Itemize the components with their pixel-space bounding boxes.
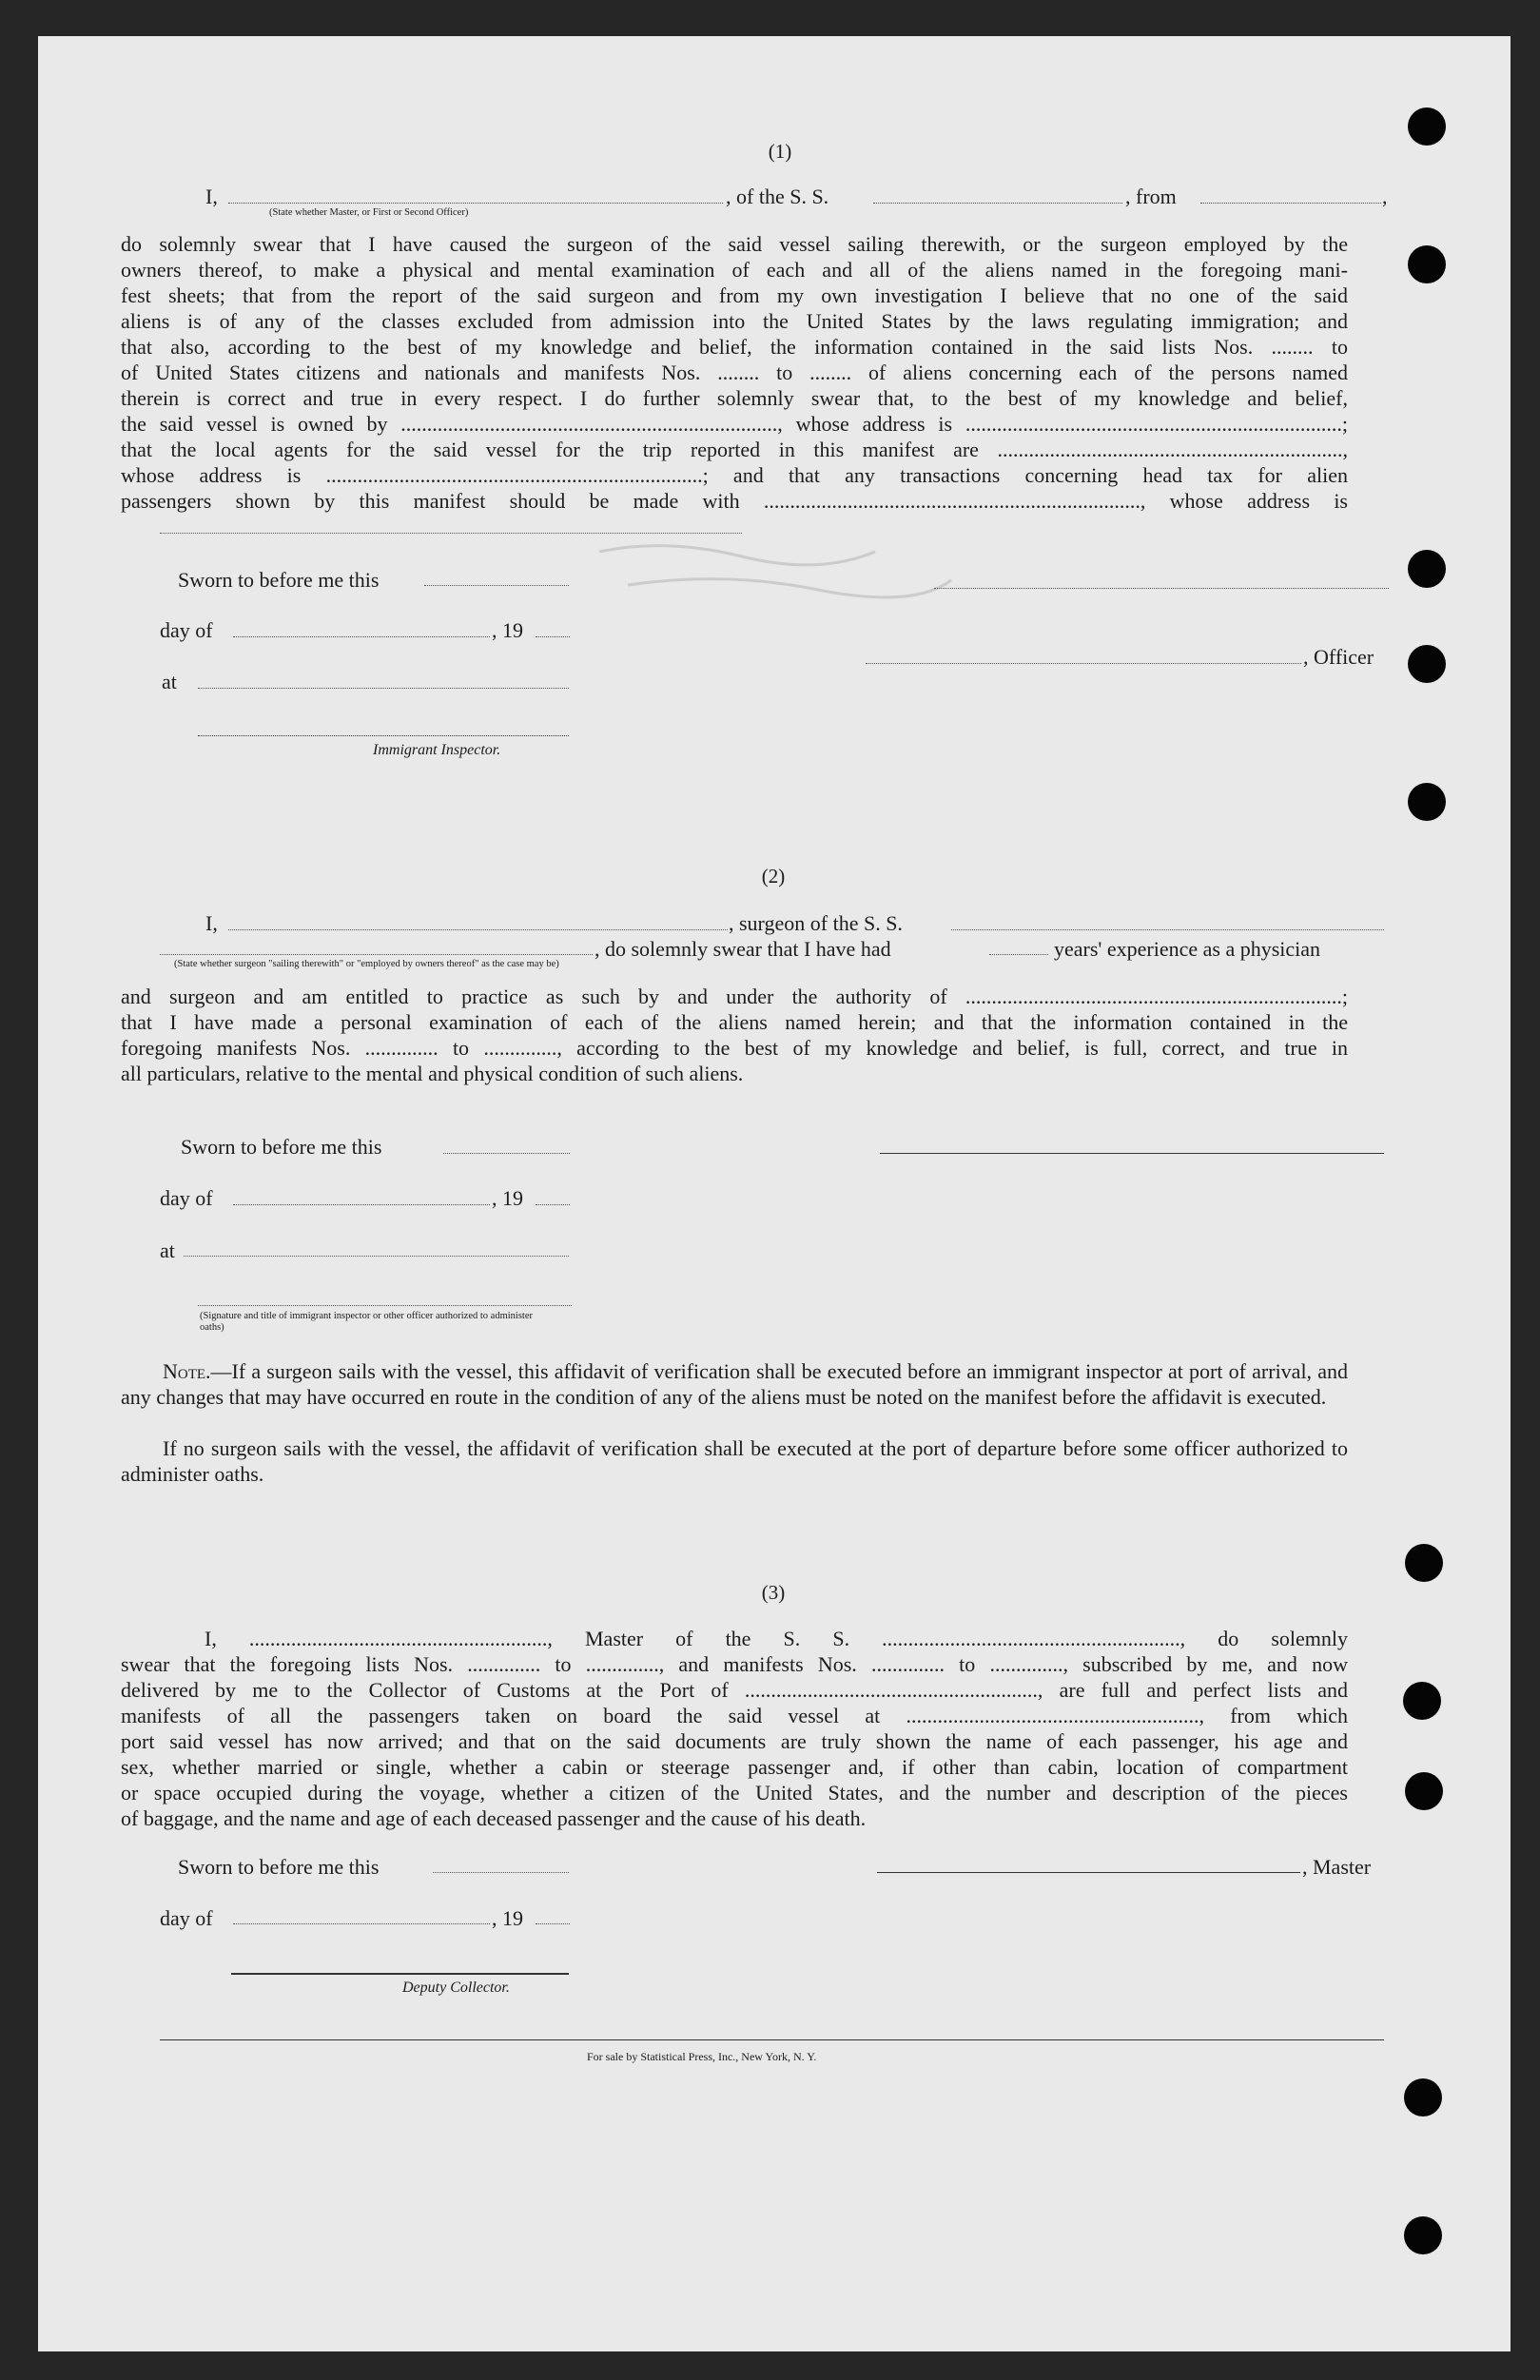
s1-officer-blank[interactable] bbox=[228, 203, 723, 204]
s1-body-line-6: of United States citizens and nationals and manifests Nos. ........ to ........ of aliens concerning each of the persons named bbox=[121, 361, 1348, 384]
s1-body-line-9: that the local agents for the said vessel for the trip reported in this manifest are .................................................................., bbox=[121, 438, 1348, 461]
s1-body-line-4: aliens is of any of the classes excluded from admission into the United States by the laws regulating immigration; and bbox=[121, 309, 1348, 333]
s1-inspector-sig-line[interactable] bbox=[198, 735, 569, 736]
punch-hole-1 bbox=[1408, 107, 1446, 146]
note-text-1: —If a surgeon sails with the vessel, this affidavit of verification shall be executed before an immigrant inspector at port of arrival, and any changes that may have occurred en route in the condition of any of the aliens must be noted on the manifest before the affidavit is executed. bbox=[121, 1359, 1348, 1409]
section-1-heading: (1) bbox=[768, 140, 792, 163]
s3-body-line-2: swear that the foregoing lists Nos. .............. to .............., and manifests Nos. .............. to .............., subscribed by me, and now bbox=[121, 1652, 1348, 1676]
s3-body-line-3: delivered by me to the Collector of Customs at the Port of ........................................................, are full and perfect lists and bbox=[121, 1678, 1348, 1702]
s2-surgeon-blank[interactable] bbox=[228, 929, 728, 930]
punch-hole-7 bbox=[1403, 1682, 1441, 1720]
s3-body-line-7: or space occupied during the voyage, whether a citizen of the United States, and the number and description of the pieces bbox=[121, 1781, 1348, 1805]
s3-sworn-label: Sworn to before me this bbox=[178, 1855, 380, 1879]
s1-day-blank[interactable] bbox=[233, 636, 490, 637]
s2-surgeon-sig-line[interactable] bbox=[880, 1153, 1384, 1154]
s1-body-line-1: do solemnly swear that I have caused the surgeon of the said vessel sailing therewith, or the surgeon employed by the bbox=[121, 232, 1348, 256]
s2-years-blank[interactable] bbox=[989, 954, 1048, 955]
s2-line1-mid: , surgeon of the S. S. bbox=[729, 911, 903, 935]
s1-body-line-11: passengers shown by this manifest should be made with ........................................................................, whose address is bbox=[121, 489, 1348, 513]
punch-hole-9 bbox=[1404, 2078, 1442, 2117]
s1-body-line-7: therein is correct and true in every respect. I do further solemnly swear that, to the best of my knowledge and belief, bbox=[121, 386, 1348, 410]
s3-master-label: , Master bbox=[1302, 1855, 1372, 1879]
s3-year-label: , 19 bbox=[492, 1906, 523, 1930]
s3-master-sig-line[interactable] bbox=[877, 1872, 1300, 1873]
s3-collector-sig-line[interactable] bbox=[231, 1973, 569, 1975]
s3-day-blank[interactable] bbox=[233, 1923, 490, 1924]
s1-from-blank[interactable] bbox=[1200, 203, 1381, 204]
s2-body-line-3: foregoing manifests Nos. .............. to .............., according to the best of my knowledge and belief, is full, correct, and true in bbox=[121, 1036, 1348, 1060]
s2-line2-a: , do solemnly swear that I have had bbox=[595, 937, 891, 961]
s2-line2-b: years' experience as a physician bbox=[1054, 937, 1321, 961]
note-paragraph-1 bbox=[121, 1358, 1348, 1410]
punch-hole-8 bbox=[1405, 1772, 1443, 1810]
s1-officer-sig-top[interactable] bbox=[934, 588, 1389, 589]
s2-officer-caption: (Signature and title of immigrant inspector or other officer authorized to administer oaths) bbox=[200, 1311, 533, 1333]
s2-sailing-caption: (State whether surgeon "sailing therewith" or "employed by owners thereof" as the case may be) bbox=[174, 959, 559, 969]
s1-officer-sig-blank[interactable] bbox=[866, 663, 1301, 664]
s1-body-line-3: fest sheets; that from the report of the said surgeon and from my own investigation I believe that no one of the said bbox=[121, 283, 1348, 307]
s1-line1-from: , from bbox=[1125, 185, 1177, 208]
s2-vessel-blank[interactable] bbox=[951, 929, 1384, 930]
s2-body-line-1: and surgeon and am entitled to practice as such by and under the authority of ........................................................................; bbox=[121, 985, 1348, 1008]
s3-body-line-5: port said vessel has now arrived; and that on the said documents are truly shown the name of each passenger, his age and bbox=[121, 1729, 1348, 1753]
s3-body-line-4: manifests of all the passengers taken on board the said vessel at ........................................................, from which bbox=[121, 1704, 1348, 1727]
s2-sworn-blank[interactable] bbox=[443, 1153, 570, 1154]
s1-address-blank[interactable] bbox=[160, 533, 742, 534]
stamp-showthrough bbox=[590, 533, 970, 609]
footer-imprint: For sale by Statistical Press, Inc., New York, N. Y. bbox=[587, 2050, 817, 2063]
s2-sailing-blank[interactable] bbox=[160, 954, 593, 955]
s1-body-line-10: whose address is ........................................................................; and that any transactions concerning head tax for alien bbox=[121, 463, 1348, 487]
s3-collector-title: Deputy Collector. bbox=[402, 1980, 510, 1996]
s2-sworn-label: Sworn to before me this bbox=[181, 1135, 382, 1159]
s1-inspector-title: Immigrant Inspector. bbox=[373, 742, 501, 758]
punch-hole-6 bbox=[1405, 1544, 1443, 1582]
s1-officer-caption: (State whether Master, or First or Second Officer) bbox=[269, 207, 469, 218]
s3-body-line-1: I, ........................................................., Master of the S. S. ........................................................., do solemnly bbox=[205, 1627, 1348, 1650]
s1-at-blank[interactable] bbox=[198, 688, 569, 689]
s3-sworn-blank[interactable] bbox=[433, 1872, 569, 1873]
s1-officer-label: , Officer bbox=[1303, 645, 1374, 669]
punch-hole-4 bbox=[1408, 645, 1446, 683]
s1-body-line-5: that also, according to the best of my knowledge and belief, the information contained in the said lists Nos. ........ to bbox=[121, 335, 1348, 359]
footer-rule bbox=[160, 2039, 1384, 2040]
s1-line1-mid: , of the S. S. bbox=[726, 185, 829, 208]
s1-body-line-8: the said vessel is owned by ........................................................................, whose address is ........................................................................; bbox=[121, 412, 1348, 436]
note-label: Note. bbox=[163, 1359, 211, 1383]
s1-at-label: at bbox=[162, 670, 177, 693]
s2-day-label: day of bbox=[160, 1186, 213, 1210]
s3-body-line-6: sex, whether married or single, whether a cabin or steerage passenger and, if other than cabin, location of compartment bbox=[121, 1755, 1348, 1779]
s2-body-line-4: all particulars, relative to the mental and physical condition of such aliens. bbox=[121, 1062, 744, 1085]
s2-day-blank[interactable] bbox=[233, 1204, 490, 1205]
note-paragraph-2: If no surgeon sails with the vessel, the affidavit of verification shall be executed at the port of departure before some officer authorized to administer oaths. bbox=[121, 1436, 1348, 1486]
s3-body-line-8: of baggage, and the name and age of each deceased passenger and the cause of his death. bbox=[121, 1806, 867, 1830]
s1-vessel-blank[interactable] bbox=[873, 203, 1122, 204]
s2-year-blank[interactable] bbox=[536, 1204, 570, 1205]
s3-day-label: day of bbox=[160, 1906, 213, 1930]
s2-body-line-2: that I have made a personal examination of each of the aliens named herein; and that the information contained in the bbox=[121, 1010, 1348, 1034]
punch-hole-5 bbox=[1408, 783, 1446, 821]
s1-sworn-label: Sworn to before me this bbox=[178, 568, 380, 592]
s1-line1-end: , bbox=[1382, 185, 1388, 208]
s1-sworn-blank[interactable] bbox=[424, 585, 569, 586]
s2-year-label: , 19 bbox=[492, 1186, 523, 1210]
s2-at-label: at bbox=[160, 1239, 175, 1262]
punch-hole-2 bbox=[1408, 245, 1446, 283]
section-2-heading: (2) bbox=[761, 865, 786, 888]
s1-year-label: , 19 bbox=[492, 618, 523, 642]
s3-year-blank[interactable] bbox=[536, 1923, 570, 1924]
punch-hole-3 bbox=[1408, 550, 1446, 588]
s1-day-label: day of bbox=[160, 618, 213, 642]
section-3-heading: (3) bbox=[761, 1581, 786, 1604]
s1-year-blank[interactable] bbox=[536, 636, 570, 637]
s2-at-blank[interactable] bbox=[184, 1256, 569, 1257]
s1-body-line-2: owners thereof, to make a physical and mental examination of each and all of the aliens named in the foregoing mani- bbox=[121, 258, 1348, 282]
punch-hole-10 bbox=[1404, 2216, 1442, 2254]
s2-officer-sig-line[interactable] bbox=[198, 1305, 572, 1306]
s1-line1-prefix: I, bbox=[205, 185, 218, 208]
s2-line1-prefix: I, bbox=[205, 911, 218, 935]
